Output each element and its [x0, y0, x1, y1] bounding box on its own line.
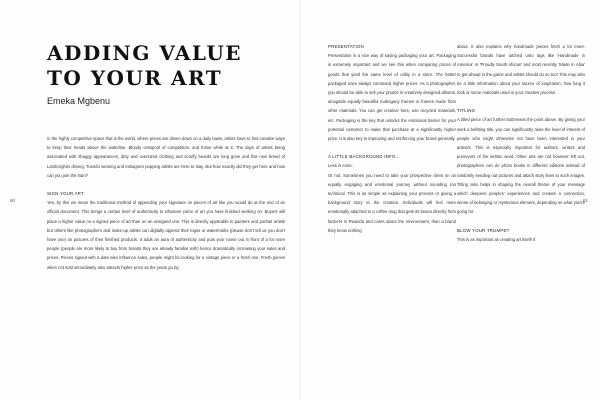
body-paragraph: Presentation is a nice way of saying packaging your art. Packaging is extremely important and we see this when comparing prices of goods that yield the same level of utility in a store. The better packaged ones always command higher prices. As a photographer, you should be able to sell your photos in creatively designed albums, alongside equally beautiful mahogany frames or frames made from other materials. You can get creative here, use recycled materials, etc. Packaging is the key that unlocks the emotional barrier for your potential customer to make that purchase at a significantly higher price. It is also key to improving and reinforcing your brand generally.: [328, 53, 456, 142]
section-heading: TITLING: [457, 108, 476, 114]
body-paragraph: This is as important as creating art itself! If: [457, 236, 536, 242]
section-heading: PRESENTATION: [328, 44, 364, 49]
section-heading: A LITTLE BACKGROUND INFO...: [328, 154, 400, 160]
article-title: [47, 41, 242, 91]
page-number-left: 60: [10, 198, 16, 203]
author-name: Emeka Mgbenu: [47, 96, 111, 106]
sign-your-art-paragraph: Yes, by this we mean the traditional method of appending your signature on pieces of art like you would do at the end of an official document. This brings a certain level of authenticity to whatever piece of art you have finished working on. Buyers will place a higher value on a signed piece of art than on an unsigned one. This is directly applicable to painters and portrait artists but others like photographers and make-up artists can digitally append their logos or watermarks (please don't tell us you don't have one) on pictures of their finished products. It adds an aura of authenticity and puts your name out in front of a lot more people (people are more likely to buy from brands they are already familiar with) hence dramatically increasing your sales and prices. Pieces signed with a date also influence sales, people might be looking for a vintage piece or a fresh one. Fresh pieces when not sold immediately also attracts higher price as the years go by.: [47, 200, 285, 270]
right-column-2: [457, 42, 585, 244]
body-paragraph: Less is more.: [328, 163, 353, 169]
left-body: [47, 134, 285, 272]
body-paragraph: Or not. Sometimes you need to take your prospective client on an equally engaging and emotional journey without sounding too technical. This is as simple as explaining your process or giving a background story to the creation. Individuals will feel more emotionally attached to a coffee mug that gets its beans directly from farmers in Rwanda and cares about the environment, than a brand they know nothing: [328, 172, 456, 233]
right-page: [300, 0, 600, 400]
title-line-1: ADDING VALUE: [47, 41, 243, 65]
page-number-right: 61: [583, 198, 589, 203]
right-column-1: [328, 42, 456, 235]
body-paragraph: about. It also explains why handmade pieces fetch a lot more. Successful brands have latched unto tags like 'Handmade in America' or 'Proudly South African' and most recently 'Made In Abia' to get ahead in the game and artists should do so too! This may also be a little information about your source of inspiration, how long it took or some materials used in your creative process.: [457, 44, 585, 96]
section-heading-sign-your-art: SIGN YOUR ART.: [47, 191, 85, 197]
body-paragraph: A titled piece of art further buttresses the point above. By giving your work a befitting title, you can significantly raise the level of interest of people who might otherwise not have been interested in your artwork. This is especially important for authors, writers and purveyors of the written word. Other arts are not however left out, photographers can do photo books in different editions instead of randomly sending out pictures and attach story lines to such images. Titling also helps in shaping the overall theme of your message which deepens peoples' experiences and creates a connection, sense of belonging or mysterious element, depending on what you're going for.: [457, 117, 585, 215]
title-line-2: TO YOUR ART: [47, 66, 223, 90]
intro-paragraph: In the highly competitive space that is the world, where prices are driven down on a daily basis, artists have to find creative ways to keep their heads above the waterline. Bloody cesspool of competition, and thrive while at it. The days of artists being associated with shaggy appearances, dirty and oversized clothing and scruffy beards are long gone and this new breed of Lamborghini driving, Tuxedo wearing and Instagram popping artists are here to stay. But how exactly did they get here and how can you join the train?: [47, 136, 285, 178]
section-heading: BLOW YOUR TRUMPET: [457, 227, 510, 233]
